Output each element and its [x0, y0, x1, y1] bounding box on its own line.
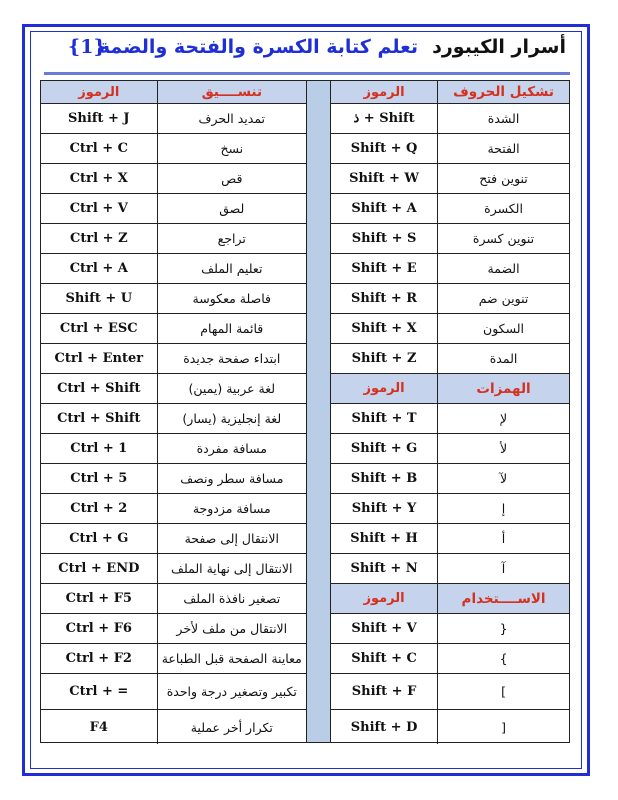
table-row [41, 224, 306, 254]
table-row [331, 134, 569, 164]
shortcut-description: تعليم الملف [201, 261, 263, 276]
table-row [331, 284, 569, 314]
right-shortcut-table [330, 80, 570, 743]
shortcut-description: الضمة [487, 261, 520, 276]
table-row [41, 614, 306, 644]
shortcut-key: Shift + G [331, 434, 438, 463]
column-header-symbols: الرموز [331, 374, 438, 403]
table-section-header [331, 81, 569, 104]
shortcut-key: Ctrl + Shift [41, 404, 158, 433]
shortcut-description: لآ [499, 471, 508, 486]
shortcut-description: لغة عربية (يمين) [188, 381, 276, 396]
page-title-learn: تعلم كتابة الكسرة والفتحة والضمة [98, 36, 418, 58]
page-title-secrets: أسرار الكيبورد [432, 36, 566, 58]
table-section-header [331, 584, 569, 614]
shortcut-description: مسافة مفردة [196, 441, 267, 456]
left-shortcut-table [40, 80, 307, 743]
shortcut-description: قائمة المهام [200, 321, 264, 336]
shortcut-key: Shift + J [41, 104, 158, 133]
shortcut-key: Ctrl + = [41, 674, 158, 709]
shortcut-description: مسافة مزدوجة [192, 501, 271, 516]
shortcut-key: Shift + A [331, 194, 438, 223]
shortcut-key: Shift + U [41, 284, 158, 313]
shortcut-description: تراجع [217, 231, 246, 246]
shortcut-description: لصق [219, 201, 245, 216]
shortcut-description: تكبير وتصغير درجة واحدة [166, 684, 297, 699]
shortcut-key: Shift + C [331, 644, 438, 673]
column-header-symbols: الرموز [331, 584, 438, 613]
shortcut-description: تنوين كسرة [472, 231, 535, 246]
shortcut-key: Ctrl + F5 [41, 584, 158, 613]
shortcut-description: لإ [499, 411, 508, 426]
page-header [44, 34, 568, 70]
table-row [331, 104, 569, 134]
table-row [331, 194, 569, 224]
shortcut-key: Ctrl + Enter [41, 344, 158, 373]
table-row [41, 494, 306, 524]
shortcut-key: Ctrl + V [41, 194, 158, 223]
shortcut-key: Ctrl + ESC [41, 314, 158, 343]
shortcut-description: الانتقال من ملف لأخر [176, 621, 288, 636]
shortcut-description: معاينة الصفحة قبل الطباعة [161, 651, 302, 666]
table-row [331, 494, 569, 524]
shortcut-description: تصغير نافذة الملف [183, 591, 281, 606]
center-divider [307, 80, 330, 743]
table-row [331, 614, 569, 644]
table-row [41, 584, 306, 614]
shortcut-key: Shift + R [331, 284, 438, 313]
shortcut-key: Shift + S [331, 224, 438, 253]
table-row [331, 644, 569, 674]
shortcut-description: تنوين فتح [479, 171, 528, 186]
table-row [331, 404, 569, 434]
shortcut-description: ابتداء صفحة جديدة [183, 351, 281, 366]
shortcut-key: Ctrl + 1 [41, 434, 158, 463]
shortcut-description: تنوين ضم [478, 291, 529, 306]
shortcut-description: أ [501, 531, 506, 546]
table-row [331, 710, 569, 744]
shortcut-description: { [499, 621, 508, 636]
shortcut-key: Shift + V [331, 614, 438, 643]
shortcut-description: الشدة [487, 111, 520, 126]
shortcut-description: ] [501, 684, 506, 699]
table-row [41, 674, 306, 710]
shortcut-key: Ctrl + Z [41, 224, 158, 253]
table-row [331, 464, 569, 494]
shortcut-description: الكسرة [484, 201, 523, 216]
table-row [41, 344, 306, 374]
shortcut-key: Ctrl + Shift [41, 374, 158, 403]
section-title: تنســــيق [201, 84, 263, 100]
shortcut-key: F4 [41, 710, 158, 744]
table-section-header [331, 374, 569, 404]
table-row [41, 524, 306, 554]
table-row [41, 284, 306, 314]
table-section-header [41, 81, 306, 104]
shortcut-key: Ctrl + END [41, 554, 158, 583]
shortcut-key: Ctrl + A [41, 254, 158, 283]
shortcut-key: Ctrl + C [41, 134, 158, 163]
shortcut-key: Shift + X [331, 314, 438, 343]
column-header-symbols: الرموز [41, 81, 158, 103]
shortcut-description: تمديد الحرف [198, 111, 266, 126]
shortcut-key: Ctrl + F2 [41, 644, 158, 673]
shortcut-key: Shift + T [331, 404, 438, 433]
shortcut-description: [ [501, 719, 506, 735]
section-title: الاســــتخدام [461, 590, 546, 607]
page-number: {1} [68, 36, 106, 58]
shortcut-description: إ [501, 501, 506, 516]
shortcut-key: Ctrl + F6 [41, 614, 158, 643]
shortcut-key: Shift + F [331, 674, 438, 709]
shortcut-description: مسافة سطر ونصف [180, 471, 284, 486]
shortcut-description: } [499, 651, 508, 666]
table-row [331, 164, 569, 194]
table-row [41, 254, 306, 284]
shortcut-key: Ctrl + X [41, 164, 158, 193]
shortcut-key: Shift + D [331, 710, 438, 744]
shortcut-key: Shift + E [331, 254, 438, 283]
shortcut-description: الانتقال إلى صفحة [184, 531, 279, 546]
table-row [41, 374, 306, 404]
column-header-symbols: الرموز [331, 81, 438, 103]
table-row [331, 314, 569, 344]
shortcut-key: Shift + H [331, 524, 438, 553]
section-title: الهمزات [476, 380, 531, 397]
title-divider [44, 72, 570, 75]
shortcut-description: الفتحة [487, 141, 520, 156]
table-row [41, 314, 306, 344]
shortcut-description: قص [221, 171, 243, 186]
shortcut-description: آ [501, 561, 506, 576]
table-row [41, 164, 306, 194]
table-row [331, 344, 569, 374]
table-row [41, 404, 306, 434]
table-row [41, 104, 306, 134]
shortcut-key: Shift + B [331, 464, 438, 493]
shortcut-description: لأ [499, 441, 508, 456]
table-row [41, 434, 306, 464]
shortcut-key: Shift + Y [331, 494, 438, 523]
table-row [41, 554, 306, 584]
shortcut-description: المدة [489, 351, 518, 366]
table-row [41, 194, 306, 224]
table-row [41, 134, 306, 164]
shortcut-key: Ctrl + 2 [41, 494, 158, 523]
table-row [41, 644, 306, 674]
shortcut-key: Ctrl + 5 [41, 464, 158, 493]
shortcut-description: تكرار أخر عملية [190, 719, 273, 735]
shortcut-key: Shift + Q [331, 134, 438, 163]
shortcut-description: لغة إنجليزية (يسار) [182, 411, 282, 426]
shortcut-key: Shift + Z [331, 344, 438, 373]
table-row [331, 434, 569, 464]
table-row [331, 254, 569, 284]
section-title: تشكيل الحروف [453, 84, 554, 100]
shortcut-key: ذ + Shift [331, 104, 438, 133]
shortcut-key: Shift + W [331, 164, 438, 193]
table-row [331, 554, 569, 584]
shortcut-description: نسخ [220, 141, 244, 156]
shortcut-description: السكون [483, 321, 525, 336]
table-row [331, 524, 569, 554]
table-row [331, 674, 569, 710]
table-row [331, 224, 569, 254]
shortcut-key: Shift + N [331, 554, 438, 583]
table-row [41, 710, 306, 744]
shortcut-description: فاصلة معكوسة [192, 291, 272, 306]
shortcut-key: Ctrl + G [41, 524, 158, 553]
shortcut-description: الانتقال إلى نهاية الملف [171, 561, 293, 576]
table-row [41, 464, 306, 494]
